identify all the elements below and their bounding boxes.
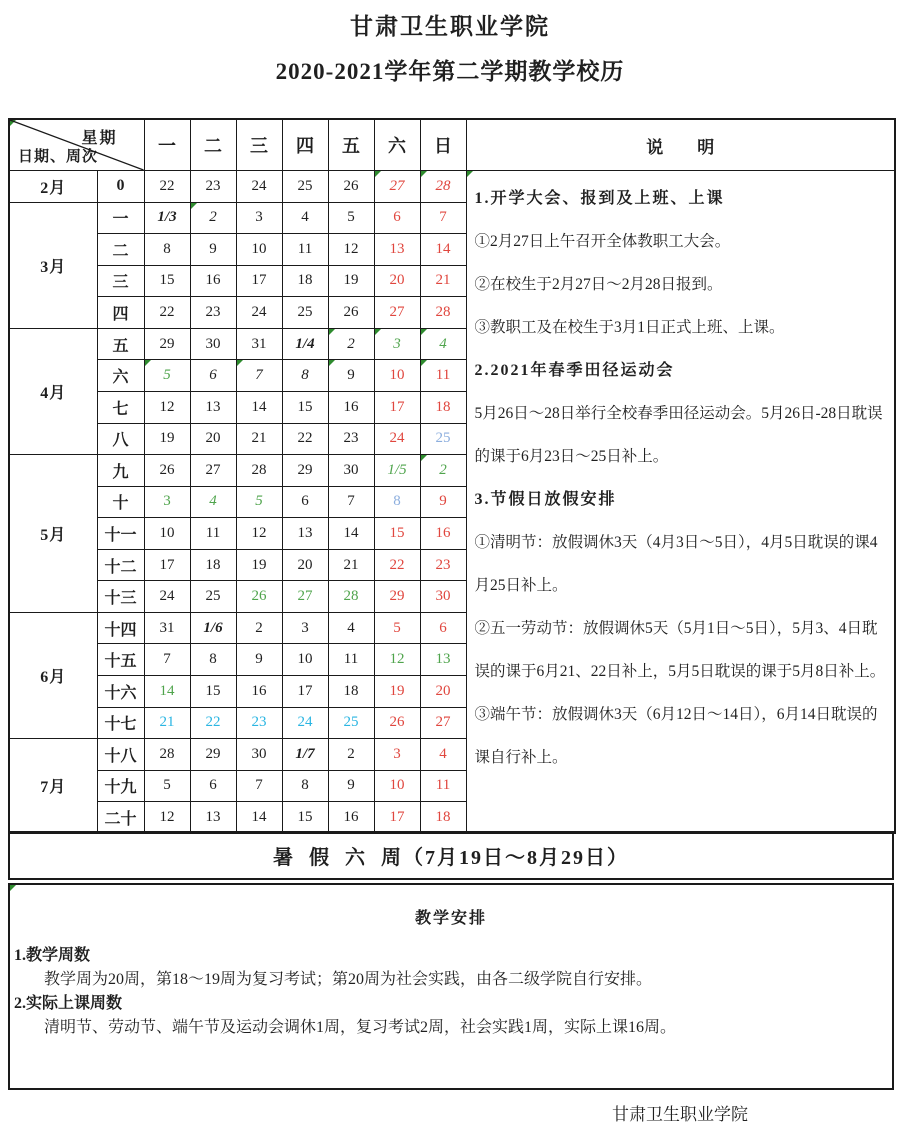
day-cell: 9	[328, 770, 374, 802]
day-cell: 18	[420, 391, 466, 423]
day-cell: 21	[328, 549, 374, 581]
day-header: 二	[190, 119, 236, 171]
day-cell: 8	[282, 770, 328, 802]
week-number-label: 四	[97, 297, 144, 329]
day-cell: 26	[144, 455, 190, 487]
day-cell: 17	[374, 391, 420, 423]
day-cell: 29	[144, 328, 190, 360]
day-cell: 12	[144, 391, 190, 423]
comment-marker	[10, 885, 16, 891]
day-cell: 24	[374, 423, 420, 455]
day-cell: 4	[420, 328, 466, 360]
teaching-arrangement-box	[8, 883, 894, 1090]
day-cell: 29	[190, 739, 236, 771]
day-cell: 23	[420, 549, 466, 581]
day-cell: 28	[328, 581, 374, 613]
month-label: 6月	[9, 612, 97, 738]
day-header: 四	[282, 119, 328, 171]
day-cell: 26	[328, 297, 374, 329]
day-cell: 11	[282, 234, 328, 266]
day-cell: 25	[190, 581, 236, 613]
day-cell: 24	[282, 707, 328, 739]
day-cell: 14	[144, 676, 190, 708]
day-cell: 7	[328, 486, 374, 518]
day-cell: 19	[144, 423, 190, 455]
day-cell: 12	[144, 802, 190, 834]
day-cell: 27	[190, 455, 236, 487]
day-cell: 23	[236, 707, 282, 739]
day-cell: 2	[236, 612, 282, 644]
calendar-grid	[8, 118, 896, 834]
day-cell: 13	[190, 802, 236, 834]
day-cell: 2	[420, 455, 466, 487]
week-number-label: 七	[97, 391, 144, 423]
day-cell: 5	[374, 612, 420, 644]
comment-marker	[329, 360, 335, 366]
day-cell: 9	[236, 644, 282, 676]
day-cell: 11	[190, 518, 236, 550]
day-header: 一	[144, 119, 190, 171]
day-cell: 4	[420, 739, 466, 771]
day-cell: 31	[236, 328, 282, 360]
teaching-arrangement-title: 教学安排	[414, 910, 487, 927]
day-cell: 22	[282, 423, 328, 455]
day-cell: 27	[282, 581, 328, 613]
day-cell: 16	[236, 676, 282, 708]
day-cell: 15	[190, 676, 236, 708]
day-cell: 3	[236, 202, 282, 234]
day-cell: 5	[144, 360, 190, 392]
day-cell: 19	[236, 549, 282, 581]
week-number-label: 0	[97, 171, 144, 203]
day-cell: 6	[282, 486, 328, 518]
week-number-label: 十七	[97, 707, 144, 739]
day-cell: 27	[420, 707, 466, 739]
day-cell: 23	[328, 423, 374, 455]
notes-header: 说 明	[466, 119, 895, 171]
notes-cell	[466, 171, 895, 834]
day-cell: 24	[236, 171, 282, 203]
day-cell: 10	[374, 360, 420, 392]
day-cell: 4	[282, 202, 328, 234]
week-number-label: 十三	[97, 581, 144, 613]
day-cell: 7	[236, 360, 282, 392]
day-cell: 12	[236, 518, 282, 550]
comment-marker	[421, 171, 427, 177]
day-cell: 6	[190, 360, 236, 392]
day-cell: 14	[236, 802, 282, 834]
day-cell: 6	[374, 202, 420, 234]
week-number-label: 十二	[97, 549, 144, 581]
comment-marker	[421, 455, 427, 461]
day-cell: 30	[190, 328, 236, 360]
day-cell: 28	[420, 171, 466, 203]
day-cell: 22	[144, 171, 190, 203]
corner-weekday-label: 星期	[81, 130, 118, 147]
day-cell: 10	[282, 644, 328, 676]
corner-date-week-label: 日期、周次	[18, 149, 99, 165]
day-cell: 18	[190, 549, 236, 581]
teaching-line: 清明节、劳动节、端午节及运动会调休1周，复习考试2周，社会实践1周，实际上课16周。	[44, 1019, 677, 1036]
day-cell: 25	[282, 171, 328, 203]
day-cell: 24	[236, 297, 282, 329]
day-cell: 2	[328, 739, 374, 771]
day-cell: 18	[328, 676, 374, 708]
note-line: 1.开学大会、报到及上班、上课	[474, 190, 725, 207]
week-number-label: 一	[97, 202, 144, 234]
day-cell: 30	[236, 739, 282, 771]
comment-marker	[191, 203, 197, 209]
comment-marker	[145, 360, 151, 366]
day-cell: 6	[420, 612, 466, 644]
day-cell: 23	[190, 171, 236, 203]
day-cell: 30	[420, 581, 466, 613]
summer-vacation-row: 暑 假 六 周（7月19日～8月29日）	[8, 831, 894, 880]
teaching-line: 1.教学周数	[14, 947, 91, 964]
comment-marker	[421, 329, 427, 335]
day-cell: 21	[144, 707, 190, 739]
day-cell: 29	[374, 581, 420, 613]
day-cell: 13	[190, 391, 236, 423]
day-cell: 25	[328, 707, 374, 739]
day-cell: 28	[144, 739, 190, 771]
day-cell: 29	[282, 455, 328, 487]
corner-cell	[9, 119, 144, 171]
day-cell: 16	[190, 265, 236, 297]
week-number-label: 十	[97, 486, 144, 518]
day-cell: 28	[420, 297, 466, 329]
day-cell: 9	[190, 234, 236, 266]
day-cell: 21	[420, 265, 466, 297]
day-cell: 28	[236, 455, 282, 487]
note-line: ③教职工及在校生于3月1日正式上班、上课。	[474, 319, 785, 336]
note-line: ①清明节：放假调休3天（4月3日～5日），4月5日耽误的课4月25日补上。	[474, 534, 878, 594]
day-cell: 27	[374, 297, 420, 329]
day-cell: 2	[190, 202, 236, 234]
month-label: 3月	[9, 202, 97, 328]
comment-marker	[375, 171, 381, 177]
day-cell: 14	[328, 518, 374, 550]
day-cell: 26	[236, 581, 282, 613]
day-cell: 19	[328, 265, 374, 297]
day-header: 三	[236, 119, 282, 171]
calendar-table	[8, 118, 896, 834]
day-cell: 11	[420, 770, 466, 802]
day-cell: 7	[236, 770, 282, 802]
day-cell: 15	[282, 802, 328, 834]
day-cell: 2	[328, 328, 374, 360]
note-line: ②五一劳动节：放假调休5天（5月1日～5日），5月3、4日耽误的课于6月21、22日补上，5月5日耽误的课于5月8日补上。	[474, 620, 886, 680]
comment-marker	[421, 360, 427, 366]
month-label: 7月	[9, 739, 97, 834]
teaching-line: 教学周为20周，第18～19周为复习考试；第20周为社会实践，由各二级学院自行安排。	[44, 971, 653, 988]
day-cell: 10	[144, 518, 190, 550]
page-title: 甘肃卫生职业学院	[350, 14, 550, 39]
page-subtitle: 2020-2021学年第二学期教学校历	[275, 59, 625, 84]
day-cell: 31	[144, 612, 190, 644]
day-cell: 1/3	[144, 202, 190, 234]
week-number-label: 八	[97, 423, 144, 455]
day-cell: 22	[374, 549, 420, 581]
note-line: 5月26日～28日举行全校春季田径运动会。5月26日-28日耽误的课于6月23日～25日补上。	[474, 405, 883, 465]
day-cell: 26	[374, 707, 420, 739]
day-cell: 8	[190, 644, 236, 676]
day-cell: 1/4	[282, 328, 328, 360]
teaching-arrangement-lines	[10, 928, 892, 1040]
day-cell: 27	[374, 171, 420, 203]
week-number-label: 十八	[97, 739, 144, 771]
day-cell: 5	[236, 486, 282, 518]
day-cell: 20	[282, 549, 328, 581]
day-cell: 13	[282, 518, 328, 550]
day-cell: 13	[374, 234, 420, 266]
day-cell: 4	[328, 612, 374, 644]
day-cell: 18	[282, 265, 328, 297]
day-cell: 23	[190, 297, 236, 329]
day-cell: 5	[144, 770, 190, 802]
note-line: ①2月27日上午召开全体教职工大会。	[474, 233, 731, 250]
day-cell: 16	[420, 518, 466, 550]
day-cell: 20	[420, 676, 466, 708]
day-cell: 12	[374, 644, 420, 676]
day-cell: 11	[420, 360, 466, 392]
day-cell: 4	[190, 486, 236, 518]
day-cell: 9	[328, 360, 374, 392]
teaching-line: 2.实际上课周数	[14, 995, 123, 1012]
day-cell: 3	[374, 328, 420, 360]
week-number-label: 六	[97, 360, 144, 392]
day-cell: 7	[144, 644, 190, 676]
day-cell: 21	[236, 423, 282, 455]
day-cell: 16	[328, 391, 374, 423]
comment-marker	[375, 329, 381, 335]
day-cell: 11	[328, 644, 374, 676]
day-cell: 18	[420, 802, 466, 834]
day-cell: 1/7	[282, 739, 328, 771]
day-cell: 6	[190, 770, 236, 802]
day-header: 五	[328, 119, 374, 171]
day-cell: 15	[282, 391, 328, 423]
day-cell: 3	[374, 739, 420, 771]
day-cell: 14	[420, 234, 466, 266]
month-label: 5月	[9, 455, 97, 613]
day-cell: 15	[144, 265, 190, 297]
day-cell: 30	[328, 455, 374, 487]
note-line: 3.节假日放假安排	[474, 491, 617, 508]
day-header: 日	[420, 119, 466, 171]
day-header: 六	[374, 119, 420, 171]
footer-school-name: 甘肃卫生职业学院	[612, 1105, 748, 1124]
week-number-label: 十五	[97, 644, 144, 676]
day-cell: 17	[144, 549, 190, 581]
week-number-label: 二	[97, 234, 144, 266]
week-number-label: 十四	[97, 612, 144, 644]
day-cell: 22	[190, 707, 236, 739]
day-cell: 8	[144, 234, 190, 266]
week-number-label: 二十	[97, 802, 144, 834]
day-cell: 20	[374, 265, 420, 297]
day-cell: 10	[236, 234, 282, 266]
note-line: 2.2021年春季田径运动会	[474, 362, 675, 379]
comment-marker	[329, 329, 335, 335]
day-cell: 17	[374, 802, 420, 834]
comment-marker	[467, 171, 473, 177]
day-cell: 25	[282, 297, 328, 329]
day-cell: 13	[420, 644, 466, 676]
day-cell: 9	[420, 486, 466, 518]
week-number-label: 三	[97, 265, 144, 297]
day-cell: 3	[282, 612, 328, 644]
day-cell: 8	[282, 360, 328, 392]
day-cell: 19	[374, 676, 420, 708]
day-cell: 17	[236, 265, 282, 297]
day-cell: 10	[374, 770, 420, 802]
day-cell: 1/6	[190, 612, 236, 644]
day-cell: 14	[236, 391, 282, 423]
day-cell: 3	[144, 486, 190, 518]
day-cell: 26	[328, 171, 374, 203]
day-cell: 7	[420, 202, 466, 234]
month-label: 2月	[9, 171, 97, 203]
month-label: 4月	[9, 328, 97, 454]
note-line: ②在校生于2月27日～2月28日报到。	[474, 276, 723, 293]
day-cell: 24	[144, 581, 190, 613]
day-cell: 22	[144, 297, 190, 329]
day-cell: 5	[328, 202, 374, 234]
week-number-label: 十九	[97, 770, 144, 802]
day-cell: 15	[374, 518, 420, 550]
week-number-label: 九	[97, 455, 144, 487]
day-cell: 12	[328, 234, 374, 266]
week-number-label: 十六	[97, 676, 144, 708]
day-cell: 25	[420, 423, 466, 455]
day-cell: 8	[374, 486, 420, 518]
day-cell: 20	[190, 423, 236, 455]
comment-marker	[237, 360, 243, 366]
day-cell: 16	[328, 802, 374, 834]
day-cell: 17	[282, 676, 328, 708]
note-line: ③端午节：放假调休3天（6月12日～14日），6月14日耽误的课自行补上。	[474, 706, 878, 766]
day-cell: 1/5	[374, 455, 420, 487]
week-number-label: 五	[97, 328, 144, 360]
week-number-label: 十一	[97, 518, 144, 550]
